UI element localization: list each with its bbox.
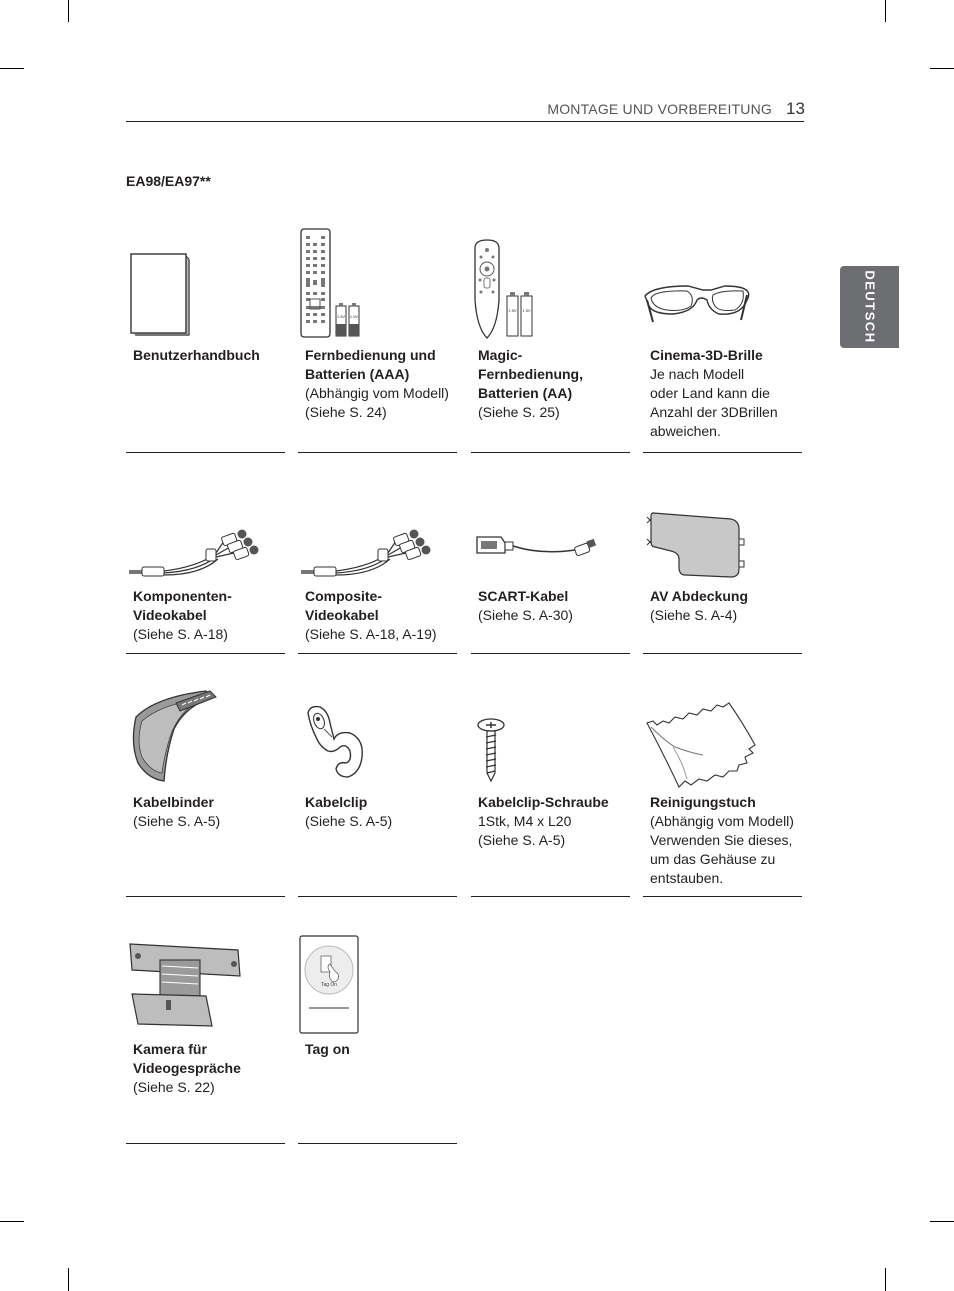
battery-label: 1.5V [508,308,517,313]
item-name: Kabelclip-Schraube [478,794,609,810]
item-name: Reinigungstuch [650,794,756,810]
page-number: 13 [786,99,805,118]
item-manual [126,220,285,454]
crop-mark [68,0,69,22]
item-desc: (Siehe S. A-18, A-19) [305,626,437,642]
crop-mark [68,1268,69,1291]
item-name: Komponenten- Videokabel [133,588,232,623]
section-title: MONTAGE UND VORBEREITUNG [547,101,772,117]
tag-on-sticker-text: Tag On [320,982,338,988]
item-remote [298,220,457,454]
crop-mark [930,68,954,69]
language-tab-label: DEUTSCH [862,270,877,344]
crop-mark [885,0,886,22]
item-rule [643,653,802,654]
item-name: Magic- Fernbedienung, Batterien (AA) [478,347,583,401]
item-desc: (Siehe S. 25) [478,404,560,420]
item-rule [126,1143,285,1144]
item-desc: (Siehe S. A-5) [133,813,221,829]
item-cable-tie [126,683,285,899]
item-name: Cinema-3D-Brille [650,347,763,363]
battery-label: 1.5V [522,308,531,313]
item-name: Fernbedienung und Batterien (AAA) [305,347,436,382]
cable-clip-icon [298,683,457,788]
language-tab [840,266,899,348]
item-rule [643,452,802,453]
item-name: SCART-Kabel [478,588,569,604]
item-av-cover [643,505,802,655]
item-component-cable [126,505,285,655]
item-cable-clip [298,683,457,899]
item-name: Kabelbinder [133,794,214,810]
item-rule [298,452,457,453]
item-tag-on [298,930,457,1146]
item-desc: (Abhängig vom Modell) (Siehe S. 24) [305,385,449,420]
remote-batteries-icon [298,220,457,340]
item-video-camera [126,930,285,1146]
cleaning-cloth-icon [643,683,802,788]
item-magic-remote [471,220,630,454]
item-rule [298,653,457,654]
battery-label: 1.5V [349,314,359,319]
item-rule [298,1143,457,1144]
item-desc: (Siehe S. A-30) [478,607,573,623]
item-rule [126,653,285,654]
item-rule [126,452,285,453]
crop-mark [0,68,24,69]
item-desc: (Siehe S. A-4) [650,607,738,623]
cable-tie-icon [126,683,285,788]
item-rule [471,452,630,453]
item-scart-cable [471,505,630,655]
crop-mark [930,1221,954,1222]
item-name: AV Abdeckung [650,588,749,604]
manual-icon [126,220,285,340]
item-clip-screw [471,683,630,899]
item-rule [471,896,630,897]
scart-cable-icon [471,505,630,585]
battery-label: 1.5V [336,314,346,319]
magic-remote-icon [471,220,630,340]
crop-mark [0,1221,24,1222]
item-desc: (Abhängig vom Modell) Verwenden Sie dieses, um das Gehäuse zu entstauben. [650,813,794,886]
item-desc: (Siehe S. A-18) [133,626,228,642]
item-desc: Je nach Modell oder Land kann die Anzahl der 3DBrillen abweichen. [650,366,778,439]
item-rule [643,896,802,897]
item-name: Kamera für Videogespräche [133,1041,241,1076]
item-desc: (Siehe S. A-5) [305,813,393,829]
component-cable-icon [126,505,285,585]
header-rule [126,121,804,122]
item-name: Tag on [305,1041,350,1057]
item-desc: 1Stk, M4 x L20 (Siehe S. A-5) [478,813,572,848]
item-composite-cable [298,505,457,655]
item-rule [471,653,630,654]
crop-mark [885,1268,886,1291]
screw-icon [471,683,630,788]
tag-on-icon [298,930,457,1035]
item-name: Kabelclip [305,794,368,810]
3d-glasses-icon [643,220,802,340]
item-desc: (Siehe S. 22) [133,1079,215,1095]
av-cover-icon [643,505,802,585]
composite-cable-icon [298,505,457,585]
model-heading: EA98/EA97** [126,173,211,189]
item-3d-glasses [643,220,802,454]
item-name: Composite- Videokabel [305,588,382,623]
video-camera-icon [126,930,285,1035]
item-rule [298,896,457,897]
item-name: Benutzerhandbuch [133,347,260,363]
item-cleaning-cloth [643,683,802,899]
item-rule [126,896,285,897]
